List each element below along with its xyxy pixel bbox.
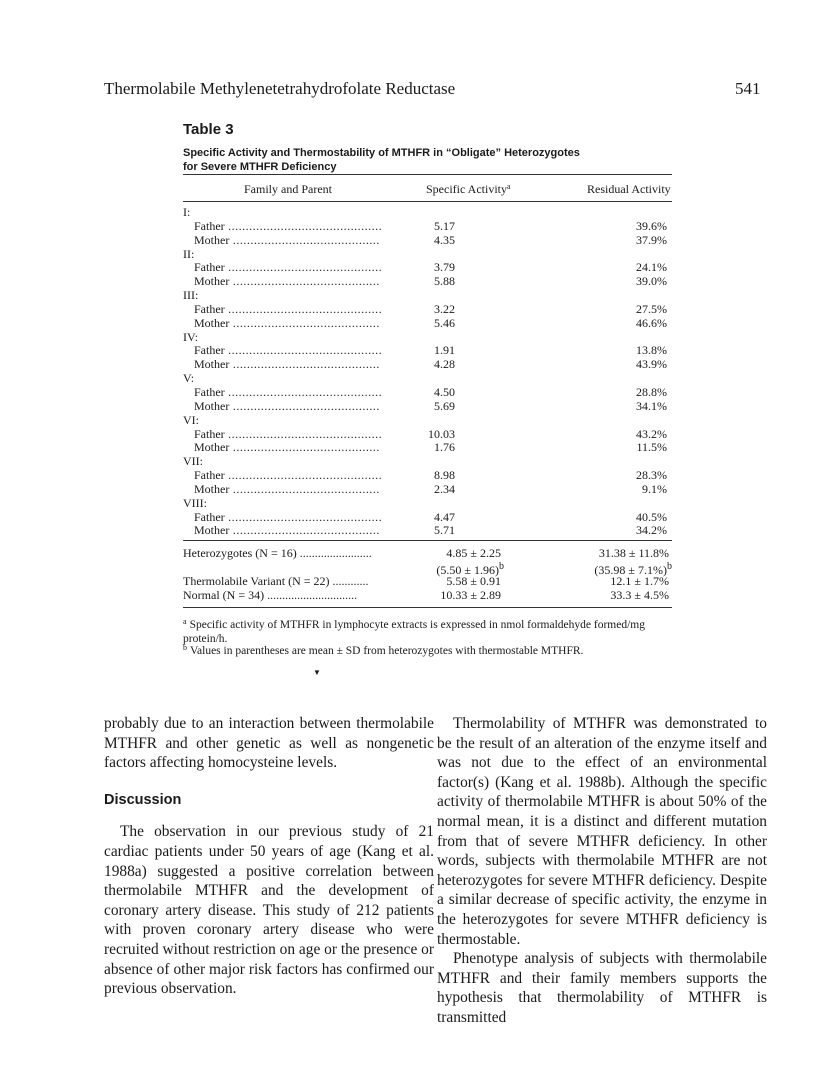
family-label (183, 206, 190, 220)
table-row (183, 275, 672, 289)
summary-specific: 10.33 ± 2.89 (440, 588, 501, 602)
row-label-text: Father (194, 384, 225, 399)
parent-label (194, 275, 380, 289)
summary-row-variant (183, 574, 672, 588)
table-row (183, 469, 672, 483)
table-row (183, 303, 672, 317)
table-row (183, 234, 672, 248)
specific-activity-cell: 4.28 (434, 357, 455, 372)
leader-dots: ............................................ (224, 260, 383, 275)
row-label-text: III: (183, 288, 199, 303)
table-row (183, 261, 672, 275)
table-row (183, 400, 672, 414)
family-label (183, 331, 198, 345)
parent-label (194, 441, 380, 455)
table-bottom-rule (183, 607, 672, 608)
summary-label: Normal (N = 34) .............................. (183, 588, 358, 602)
row-label-text: VIII: (183, 495, 207, 510)
footnote-mark-a: a (506, 182, 511, 191)
specific-activity-cell: 3.79 (434, 260, 455, 275)
heterozygotes-label: Heterozygotes (N = 16) (183, 546, 297, 560)
footnote-b-mark: b (183, 643, 187, 652)
summary-specific: 4.85 ± 2.25 (446, 546, 501, 560)
parent-label (194, 428, 382, 442)
leader-dots: ............................................ (224, 426, 383, 441)
table-family-row (183, 331, 672, 345)
specific-activity-cell: 1.91 (434, 343, 455, 358)
table-header-rule (183, 201, 672, 202)
stray-mark: ▼ (313, 668, 321, 677)
footnote-b (183, 641, 672, 658)
parent-label (194, 386, 382, 400)
table-body (183, 206, 672, 538)
family-label (183, 289, 198, 303)
specific-activity-cell: 5.69 (434, 398, 455, 413)
right-paragraph-2: Phenotype analysis of subjects with thermolabile MTHFR and their family members supports the hypothesis that thermolability of MTHFR is transmitted (437, 950, 767, 1026)
residual-activity-cell: 39.6% (636, 218, 667, 233)
row-label-text: Mother (194, 274, 230, 289)
row-label-text: II: (183, 246, 195, 261)
summary-row-heterozygotes (183, 546, 672, 560)
row-label-text: Mother (194, 232, 230, 247)
variant-label: Thermolabile Variant (N = 22) (183, 574, 330, 588)
specific-activity-cell: 2.34 (434, 481, 455, 496)
footnote-mark-b: b (667, 561, 672, 572)
specific-activity-cell: 4.47 (434, 509, 455, 524)
row-label-text: Father (194, 343, 225, 358)
row-label-text: VI: (183, 412, 199, 427)
footnote-mark-b: b (499, 561, 504, 572)
row-label-text: I: (183, 205, 191, 219)
summary-label: Heterozygotes (N = 16) ........................ (183, 546, 372, 560)
table-family-row (183, 248, 672, 262)
parent-label (194, 511, 382, 525)
table-summary (183, 546, 672, 602)
residual-activity-cell: 37.9% (636, 232, 667, 247)
right-column (437, 714, 767, 1028)
leader-dots: .......................................... (229, 440, 380, 455)
leader-dots: .......................................... (229, 232, 380, 247)
residual-activity-cell: 28.8% (636, 384, 667, 399)
left-paragraph-1: probably due to an interaction between thermolabile MTHFR and other genetic as well as nongenetic factors affecting homocysteine levels. (104, 715, 434, 772)
parent-label (194, 344, 382, 358)
family-label (183, 497, 207, 511)
family-label (183, 248, 194, 262)
table-top-rule (183, 174, 672, 175)
row-label-text: IV: (183, 329, 199, 344)
table-label: Table 3 (183, 121, 234, 138)
table-row (183, 483, 672, 497)
table-family-row (183, 289, 672, 303)
row-label-text: Father (194, 218, 225, 233)
residual-activity-cell: 39.0% (636, 274, 667, 289)
right-paragraph-1: Thermolability of MTHFR was demonstrated to be the result of an alteration of the enzyme itself and was not due to the effect of an environmental factor(s) (Kang et al. 1988b). Although the specific activity of thermolabile MTHFR is about 50% of the normal mean, it is a distinct and different mutation from that of severe MTHFR deficiency. In other words, subjects with thermolabile MTHFR are not heterozygotes for severe MTHFR deficiency. Despite a similar decrease of specific activity, the enzyme in the heterozygotes for severe MTHFR deficiency is thermostable. (437, 715, 767, 948)
residual-activity-cell: 46.6% (636, 315, 667, 330)
table-row (183, 386, 672, 400)
parent-label (194, 483, 380, 497)
table-row (183, 344, 672, 358)
leader-dots: .......................................... (229, 357, 380, 372)
parent-label (194, 234, 380, 248)
leader-dots: ............................................ (224, 509, 383, 524)
thermostable-specific-value: (5.50 ± 1.96) (436, 563, 499, 577)
summary-residual: 33.3 ± 4.5% (610, 588, 669, 602)
parent-label (194, 317, 380, 331)
table-summary-rule (183, 540, 672, 541)
table-family-row (183, 372, 672, 386)
specific-activity-cell: 3.22 (434, 301, 455, 316)
specific-activity-cell: 4.50 (434, 384, 455, 399)
summary-specific: 5.58 ± 0.91 (446, 574, 501, 588)
residual-activity-cell: 34.1% (636, 398, 667, 413)
specific-activity-cell: 5.46 (434, 315, 455, 330)
left-paragraph-2: The observation in our previous study of 21 cardiac patients under 50 years of age (Kang et al. 1988a) suggested a positive correlation between thermolabile MTHFR and the development of coronary artery disease. This study of 212 patients with proven coronary artery disease who were recruited without restriction on age or the presence or absence of other major risk factors has confirmed our previous observation. (104, 823, 434, 998)
family-label (183, 414, 199, 428)
row-label-text: VII: (183, 454, 203, 469)
row-label-text: Mother (194, 440, 230, 455)
section-heading-discussion: Discussion (104, 791, 182, 808)
table-row (183, 524, 672, 538)
residual-activity-cell: 24.1% (636, 260, 667, 275)
normal-label: Normal (N = 34) (183, 588, 265, 602)
footnote-a-mark: a (183, 617, 187, 626)
leader-dots: .......................................... (229, 398, 380, 413)
residual-activity-cell: 27.5% (636, 301, 667, 316)
specific-activity-cell: 5.17 (434, 218, 455, 233)
table-family-row (183, 206, 672, 220)
summary-residual: 31.38 ± 11.8% (598, 546, 669, 560)
row-label-text: Mother (194, 523, 230, 538)
leader-dots: ............................................ (224, 343, 383, 358)
specific-activity-cell: 5.88 (434, 274, 455, 289)
residual-activity-cell: 43.2% (636, 426, 667, 441)
summary-residual: 12.1 ± 1.7% (610, 574, 669, 588)
family-label (183, 372, 194, 386)
specific-activity-cell: 10.03 (428, 426, 455, 441)
specific-activity-cell: 4.35 (434, 232, 455, 247)
parent-label (194, 524, 380, 538)
specific-activity-cell: 5.71 (434, 523, 455, 538)
table-row (183, 220, 672, 234)
parent-label (194, 358, 380, 372)
leader-dots: .......................................... (229, 523, 380, 538)
summary-row-thermostable (183, 560, 672, 577)
parent-label (194, 220, 382, 234)
residual-activity-cell: 34.2% (636, 523, 667, 538)
page-number: 541 (735, 79, 761, 98)
row-label-text: Father (194, 301, 225, 316)
row-label-text: Mother (194, 357, 230, 372)
row-label-text: Mother (194, 481, 230, 496)
row-label-text: Father (194, 468, 225, 483)
column-header-specific-activity (426, 182, 511, 197)
leader-dots: ............................................ (224, 468, 383, 483)
table-caption (183, 146, 580, 174)
residual-activity-cell: 28.3% (636, 468, 667, 483)
parent-label (194, 303, 382, 317)
leader-dots: .......................................... (229, 315, 380, 330)
table-row (183, 428, 672, 442)
leader-dots: ............................................ (224, 384, 383, 399)
residual-activity-cell: 9.1% (642, 481, 667, 496)
table-family-row (183, 497, 672, 511)
summary-row-normal (183, 588, 672, 602)
row-label-text: Mother (194, 315, 230, 330)
table-family-row (183, 455, 672, 469)
column-header-specific-text: Specific Activity (426, 182, 507, 196)
row-label-text: Mother (194, 398, 230, 413)
residual-activity-cell: 13.8% (636, 343, 667, 358)
left-column (104, 714, 434, 999)
table-row (183, 441, 672, 455)
parent-label (194, 469, 382, 483)
column-header-family: Family and Parent (244, 182, 332, 196)
parent-label (194, 261, 382, 275)
table-row (183, 317, 672, 331)
table-family-row (183, 414, 672, 428)
leader-dots: ............................................ (224, 218, 383, 233)
parent-label (194, 400, 380, 414)
table-row (183, 511, 672, 525)
leader-dots: .......................................... (229, 274, 380, 289)
residual-activity-cell: 11.5% (636, 440, 667, 455)
running-header-title: Thermolabile Methylenetetrahydrofolate Reductase (104, 79, 456, 98)
table-row (183, 358, 672, 372)
table-caption-line2: for Severe MTHFR Deficiency (183, 161, 337, 173)
specific-activity-cell: 8.98 (434, 468, 455, 483)
row-label-text: V: (183, 371, 195, 386)
family-label (183, 455, 203, 469)
row-label-text: Father (194, 260, 225, 275)
leader-dots: ............................................ (224, 301, 383, 316)
table-caption-line1: Specific Activity and Thermostability of MTHFR in “Obligate” Heterozygotes (183, 147, 580, 159)
specific-activity-cell: 1.76 (434, 440, 455, 455)
footnote-b-text: Values in parentheses are mean ± SD from heterozygotes with thermostable MTHFR. (190, 645, 584, 657)
leader-dots: .......................................... (229, 481, 380, 496)
residual-activity-cell: 43.9% (636, 357, 667, 372)
row-label-text: Father (194, 509, 225, 524)
footnote-a-text: Specific activity of MTHFR in lymphocyte extracts is expressed in nmol formaldehyde formed/mg protein/h. (183, 619, 645, 645)
row-label-text: Father (194, 426, 225, 441)
residual-activity-cell: 40.5% (636, 509, 667, 524)
thermostable-residual-value: (35.98 ± 7.1%) (594, 563, 667, 577)
summary-label: Thermolabile Variant (N = 22) ............ (183, 574, 369, 588)
column-header-residual-activity: Residual Activity (587, 182, 671, 196)
